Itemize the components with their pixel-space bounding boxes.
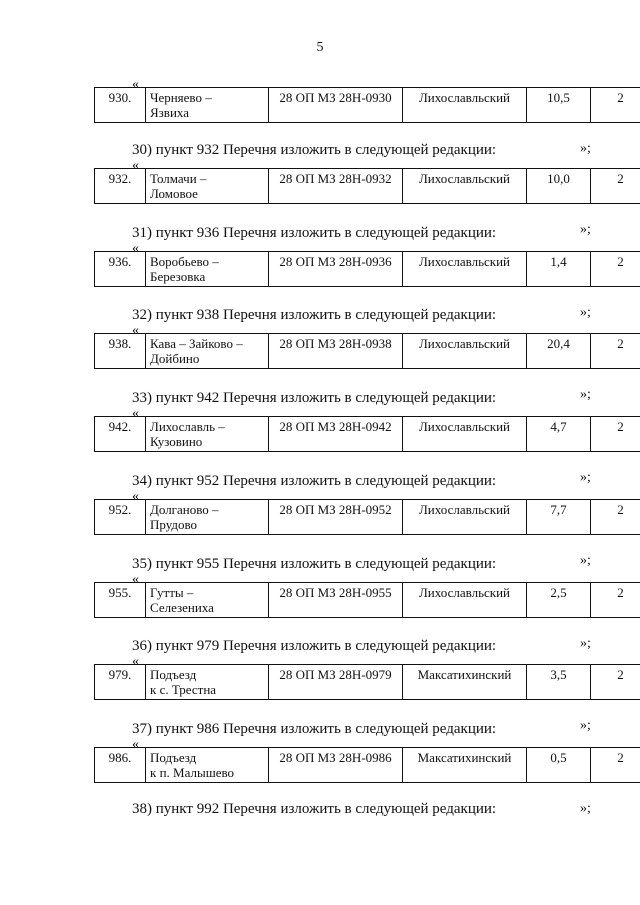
close-quote: »;	[580, 718, 591, 733]
road-name-line-2: Язвиха	[150, 105, 189, 120]
close-quote: »;	[580, 222, 591, 237]
road-category: 2	[591, 500, 640, 535]
road-name	[146, 748, 269, 783]
road-name-line-2: Селезениха	[150, 600, 214, 615]
road-number: 930.	[95, 88, 146, 123]
road-code: 28 ОП МЗ 28Н-0932	[269, 169, 403, 204]
open-quote: «	[132, 654, 139, 669]
road-length: 10,0	[527, 169, 591, 204]
road-name-line-1: Подъезд	[150, 667, 197, 682]
amendment-heading: 33) пункт 942 Перечня изложить в следующей редакции:	[132, 390, 497, 406]
road-district: Лихославльский	[403, 88, 527, 123]
close-quote: »;	[580, 141, 591, 156]
open-quote: «	[132, 323, 139, 338]
amendment-heading: 35) пункт 955 Перечня изложить в следующей редакции:	[132, 556, 497, 572]
road-name-line-2: Дойбино	[150, 351, 200, 366]
close-quote: »;	[580, 305, 591, 320]
road-district: Максатихинский	[403, 665, 527, 700]
road-category: 2	[591, 334, 640, 369]
road-row-table	[94, 333, 640, 369]
road-name-line-1: Толмачи –	[150, 171, 207, 186]
road-code: 28 ОП МЗ 28Н-0979	[269, 665, 403, 700]
close-quote: »;	[580, 553, 591, 568]
road-name	[146, 665, 269, 700]
road-category: 2	[591, 252, 640, 287]
road-name-line-1: Лихославль –	[150, 419, 225, 434]
road-code: 28 ОП МЗ 28Н-0952	[269, 500, 403, 535]
road-name	[146, 583, 269, 618]
road-number: 936.	[95, 252, 146, 287]
amendment-heading: 31) пункт 936 Перечня изложить в следующей редакции:	[132, 225, 497, 241]
road-name-line-2: Кузовино	[150, 434, 203, 449]
road-name-line-1: Кава – Зайково –	[150, 336, 243, 351]
road-length: 2,5	[527, 583, 591, 618]
road-length: 1,4	[527, 252, 591, 287]
road-number: 938.	[95, 334, 146, 369]
road-name-line-2: Прудово	[150, 517, 198, 532]
road-district: Лихославльский	[403, 583, 527, 618]
road-number: 942.	[95, 417, 146, 452]
road-category: 2	[591, 88, 640, 123]
close-quote: »;	[580, 470, 591, 485]
road-code: 28 ОП МЗ 28Н-0930	[269, 88, 403, 123]
road-length: 7,7	[527, 500, 591, 535]
road-row-table	[94, 582, 640, 618]
road-district: Лихославльский	[403, 252, 527, 287]
road-district: Лихославльский	[403, 417, 527, 452]
close-quote: »;	[580, 801, 591, 816]
page-number: 5	[316, 40, 324, 55]
road-district: Максатихинский	[403, 748, 527, 783]
road-number: 979.	[95, 665, 146, 700]
road-name	[146, 417, 269, 452]
road-name	[146, 500, 269, 535]
road-name-line-2: Березовка	[150, 269, 206, 284]
road-district: Лихославльский	[403, 334, 527, 369]
road-row-table	[94, 664, 640, 700]
road-code: 28 ОП МЗ 28Н-0936	[269, 252, 403, 287]
road-row-table	[94, 747, 640, 783]
road-category: 2	[591, 583, 640, 618]
amendment-heading: 36) пункт 979 Перечня изложить в следующей редакции:	[132, 638, 497, 654]
open-quote: «	[132, 241, 139, 256]
road-length: 0,5	[527, 748, 591, 783]
road-name	[146, 88, 269, 123]
road-length: 3,5	[527, 665, 591, 700]
road-name-line-1: Воробьево –	[150, 254, 219, 269]
road-district: Лихославльский	[403, 500, 527, 535]
open-quote: «	[132, 77, 139, 92]
road-name-line-1: Гутты –	[150, 585, 194, 600]
road-code: 28 ОП МЗ 28Н-0955	[269, 583, 403, 618]
open-quote: «	[132, 737, 139, 752]
road-category: 2	[591, 665, 640, 700]
road-length: 10,5	[527, 88, 591, 123]
road-number: 932.	[95, 169, 146, 204]
road-code: 28 ОП МЗ 28Н-0942	[269, 417, 403, 452]
open-quote: «	[132, 572, 139, 587]
road-row-table	[94, 499, 640, 535]
open-quote: «	[132, 489, 139, 504]
road-row-table	[94, 87, 640, 123]
amendment-heading: 37) пункт 986 Перечня изложить в следующей редакции:	[132, 721, 497, 737]
road-row-table	[94, 251, 640, 287]
open-quote: «	[132, 406, 139, 421]
road-name-line-2: к п. Малышево	[150, 765, 235, 780]
road-name-line-1: Подъезд	[150, 750, 197, 765]
close-quote: »;	[580, 387, 591, 402]
road-length: 4,7	[527, 417, 591, 452]
amendment-heading: 34) пункт 952 Перечня изложить в следующей редакции:	[132, 473, 497, 489]
close-quote: »;	[580, 636, 591, 651]
road-name-line-1: Долганово –	[150, 502, 219, 517]
road-code: 28 ОП МЗ 28Н-0938	[269, 334, 403, 369]
amendment-heading: 30) пункт 932 Перечня изложить в следующей редакции:	[132, 142, 497, 158]
road-name-line-2: к с. Трестна	[150, 682, 217, 697]
road-district: Лихославльский	[403, 169, 527, 204]
road-category: 2	[591, 417, 640, 452]
road-category: 2	[591, 169, 640, 204]
road-code: 28 ОП МЗ 28Н-0986	[269, 748, 403, 783]
road-row-table	[94, 168, 640, 204]
road-category: 2	[591, 748, 640, 783]
road-number: 952.	[95, 500, 146, 535]
open-quote: «	[132, 158, 139, 173]
road-name-line-2: Ломовое	[150, 186, 198, 201]
road-row-table	[94, 416, 640, 452]
road-length: 20,4	[527, 334, 591, 369]
road-name	[146, 169, 269, 204]
road-number: 955.	[95, 583, 146, 618]
road-name	[146, 252, 269, 287]
final-heading: 38) пункт 992 Перечня изложить в следующей редакции:	[132, 801, 497, 817]
road-name-line-1: Черняево –	[150, 90, 212, 105]
road-name	[146, 334, 269, 369]
amendment-heading: 32) пункт 938 Перечня изложить в следующей редакции:	[132, 307, 497, 323]
road-number: 986.	[95, 748, 146, 783]
